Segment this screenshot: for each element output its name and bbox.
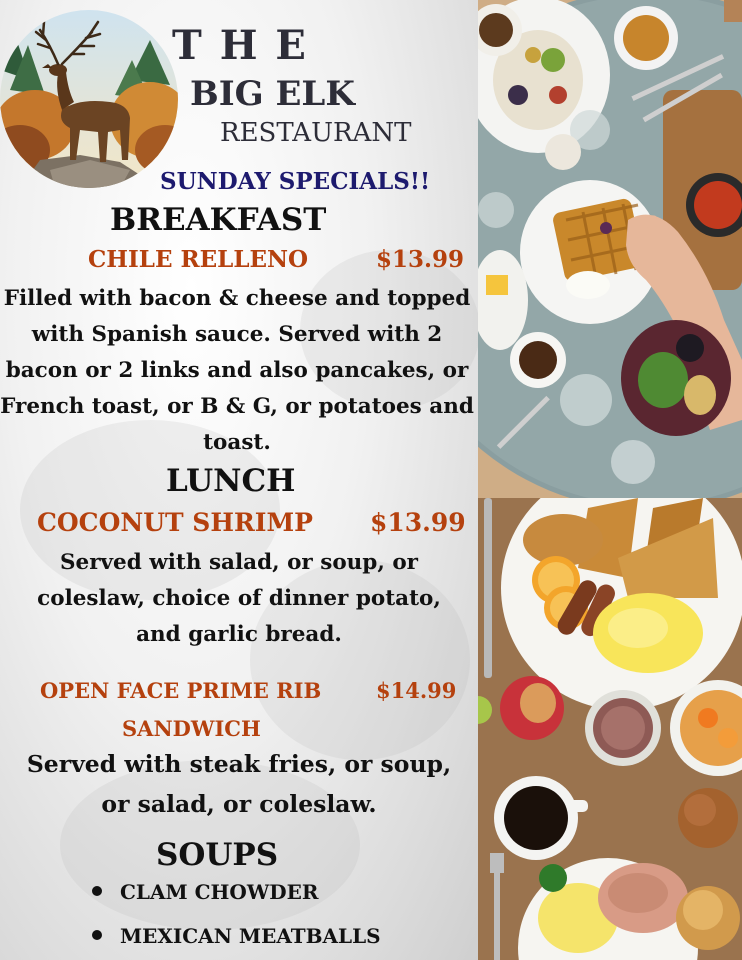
elk-logo-image bbox=[0, 10, 178, 188]
bullet-icon bbox=[92, 930, 102, 940]
title-subtitle: RESTAURANT bbox=[220, 118, 412, 148]
title-the: T H E bbox=[172, 22, 308, 69]
desc-line: bacon or 2 links and also pancakes, or bbox=[5, 358, 469, 383]
soup-item: CLAM CHOWDER bbox=[120, 880, 319, 904]
breakfast-item-price: $13.99 bbox=[376, 246, 465, 273]
lunch-item1-description bbox=[0, 545, 478, 653]
breakfast-table-photo bbox=[478, 0, 742, 498]
soup-item: MEXICAN MEATBALLS bbox=[120, 924, 381, 948]
soups-heading: SOUPS bbox=[156, 837, 279, 873]
lunch-item1-price: $13.99 bbox=[370, 508, 466, 537]
bullet-icon bbox=[92, 886, 102, 896]
lunch-heading: LUNCH bbox=[166, 463, 296, 499]
food-photos bbox=[478, 0, 742, 960]
desc-line: coleslaw, choice of dinner potato, bbox=[37, 586, 441, 611]
desc-line: Served with steak fries, or soup, bbox=[26, 750, 452, 778]
desc-line: toast. bbox=[203, 430, 271, 455]
lunch-item1-name: COCONUT SHRIMP bbox=[37, 508, 313, 537]
desc-line: French toast, or B & G, or potatoes and bbox=[0, 394, 474, 419]
lunch-item2-description bbox=[0, 744, 478, 824]
title-name: BIG ELK bbox=[190, 74, 355, 114]
desc-line: Served with salad, or soup, or bbox=[60, 550, 418, 575]
breakfast-heading: BREAKFAST bbox=[110, 202, 327, 238]
breakfast-item-description bbox=[0, 281, 474, 461]
sunday-specials-banner: SUNDAY SPECIALS!! bbox=[160, 168, 431, 195]
breakfast-item-name: CHILE RELLENO bbox=[88, 246, 309, 273]
desc-line: with Spanish sauce. Served with 2 bbox=[31, 322, 443, 347]
lunch-item2-price: $14.99 bbox=[376, 678, 457, 703]
desc-line: Filled with bacon & cheese and topped bbox=[3, 286, 471, 311]
lunch-item2-name: OPEN FACE PRIME RIB bbox=[40, 678, 322, 703]
desc-line: and garlic bread. bbox=[136, 622, 342, 647]
lunch-item2-name-cont: SANDWICH bbox=[122, 716, 261, 741]
desc-line: or salad, or coleslaw. bbox=[101, 790, 377, 818]
breakfast-spread-photo bbox=[478, 498, 742, 960]
